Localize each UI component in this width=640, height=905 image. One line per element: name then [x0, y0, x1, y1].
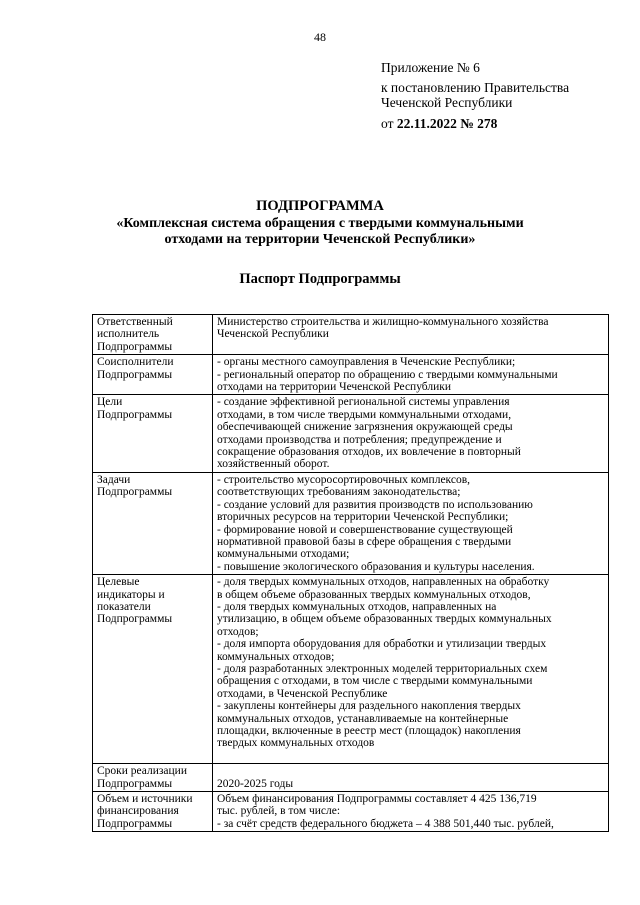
passport-row	[93, 472, 609, 574]
passport-label-line: Объем и источники	[97, 793, 193, 806]
passport-table	[92, 314, 609, 832]
passport-row-label	[93, 472, 213, 574]
passport-value-line: - органы местного самоуправления в Чеченские Республики;	[217, 356, 516, 369]
passport-value-line: - закуплены контейнеры для раздельного накопления твердых	[217, 700, 521, 713]
passport-value-line: обращения с отходами, в том числе с твердыми коммунальными	[217, 675, 533, 688]
page-number: 48	[314, 30, 326, 44]
passport-row-label	[93, 792, 213, 832]
passport-value-line: утилизацию, в общем объеме образованных твердых коммунальных	[217, 613, 552, 626]
passport-value-line: площадки, включенные в реестр мест (площадок) накопления	[217, 725, 521, 737]
passport-value-line: - формирование новой и совершенствование существующей	[217, 523, 513, 536]
passport-label-line: Задачи	[97, 473, 131, 486]
passport-value-line: тыс. рублей, в том числе:	[217, 805, 341, 818]
passport-row-label	[93, 575, 213, 764]
passport-row	[93, 395, 609, 472]
passport-value-line: отходами производства и потребления; предупреждение и	[217, 433, 502, 446]
passport-value-line: нормативной правовой базы в сфере обращения с твердыми	[217, 535, 512, 548]
passport-value-line: сокращение образования отходов, их вовлечение в повторный	[217, 446, 521, 459]
appendix-line-1: к постановлению Правительства	[381, 80, 570, 95]
passport-value-line: коммунальных отходов;	[217, 650, 335, 663]
subprogram-name-line-1: «Комплексная система обращения с твердыми коммунальными	[116, 216, 524, 231]
subprogram-heading: ПОДПРОГРАММА	[256, 198, 384, 214]
passport-value-line: - доля твердых коммунальных отходов, направленных на обработку	[217, 576, 550, 589]
appendix-date-value: 22.11.2022 № 278	[396, 116, 498, 131]
passport-row-label	[93, 395, 213, 472]
subprogram-name	[0, 216, 640, 248]
passport-row-value	[213, 315, 609, 355]
passport-value-line: вторичных ресурсов на территории Чеченской Республики;	[217, 511, 509, 524]
passport-table-body	[93, 315, 609, 832]
passport-label-line: исполнитель	[97, 328, 160, 341]
passport-value-line: отходов;	[217, 625, 259, 638]
passport-value-line: обеспечивающей снижение загрязнения окружающей среды	[217, 421, 513, 434]
passport-row-value	[213, 575, 609, 764]
passport-row	[93, 764, 609, 792]
passport-row-value	[213, 395, 609, 472]
passport-label-line: Сроки реализации	[97, 765, 187, 778]
passport-label-line: Подпрограммы	[97, 613, 173, 626]
passport-value-line: 2020-2025 годы	[217, 777, 294, 790]
passport-heading: Паспорт Подпрограммы	[239, 271, 401, 287]
passport-label-line: Подпрограммы	[97, 340, 173, 353]
passport-label-line: индикаторы и	[97, 588, 165, 601]
passport-label-line: Подпрограммы	[97, 777, 173, 790]
passport-row	[93, 355, 609, 395]
passport-value-line: - за счёт средств федерального бюджета – 4 388 501,440 тыс. рублей,	[217, 817, 554, 830]
passport-label-line: Соисполнители	[97, 356, 174, 369]
passport-value-line: - доля импорта оборудования для обработки и утилизации твердых	[217, 638, 547, 651]
appendix-line-2: Чеченской Республики	[381, 95, 513, 110]
passport-value-line: в общем объеме образованных твердых коммунальных отходов,	[217, 588, 531, 601]
passport-value-line: - строительство мусоросортировочных комплексов,	[217, 473, 471, 486]
passport-row-label	[93, 764, 213, 792]
passport-value-line: соответствующих требованиям законодательства;	[217, 486, 461, 499]
passport-value-line: - доля твердых коммунальных отходов, направленных на	[217, 600, 497, 613]
subprogram-name-line-2: отходами на территории Чеченской Республики»	[164, 232, 476, 247]
passport-row-label	[93, 315, 213, 355]
passport-row	[93, 575, 609, 764]
passport-value-line: коммунальных отходов, устанавливаемые на контейнерные	[217, 712, 509, 725]
appendix-date	[381, 116, 631, 131]
passport-label-line: показатели	[97, 600, 151, 613]
passport-value-line: твердых коммунальных отходов	[217, 737, 375, 750]
passport-row-value	[213, 472, 609, 574]
passport-value-line: - доля разработанных электронных моделей территориальных схем	[217, 662, 548, 675]
passport-value-line: Министерство строительства и жилищно-коммунального хозяйства	[217, 316, 549, 328]
passport-row-value	[213, 355, 609, 395]
passport-value-line: Объем финансирования Подпрограммы составляет 4 425 136,719	[217, 793, 537, 806]
appendix-date-prefix: от	[381, 116, 394, 131]
passport-value-line: хозяйственный оборот.	[217, 458, 330, 471]
passport-value-line: - региональный оператор по обращению с твердыми коммунальными	[217, 368, 558, 381]
passport-value-line: - создание условий для развития производств по использованию	[217, 498, 533, 511]
appendix-title: Приложение № 6	[381, 60, 480, 75]
passport-label-line: Подпрограммы	[97, 408, 173, 421]
passport-row-label	[93, 355, 213, 395]
passport-label-line: Подпрограммы	[97, 368, 173, 381]
passport-label-line: Подпрограммы	[97, 486, 173, 499]
passport-value-line: отходами, в том числе твердыми коммунальными отходами,	[217, 408, 512, 421]
passport-row-value	[213, 792, 609, 832]
passport-blank-line	[217, 750, 605, 762]
passport-value-line: - создание эффективной региональной системы управления	[217, 396, 510, 409]
passport-value-line: Чеченской Республики	[217, 328, 329, 341]
passport-label-line: Ответственный	[97, 316, 173, 328]
passport-row	[93, 792, 609, 832]
passport-row	[93, 315, 609, 355]
passport-row-value	[213, 764, 609, 792]
passport-value-line	[217, 765, 605, 777]
passport-label-line: Цели	[97, 396, 123, 409]
appendix-block	[381, 60, 631, 131]
passport-value-line: отходами, в Чеченской Республике	[217, 687, 388, 700]
passport-value-line: - повышение экологического образования и культуры населения.	[217, 560, 535, 573]
passport-label-line: финансирования	[97, 805, 179, 818]
passport-value-line: отходами на территории Чеченской Республики	[217, 381, 452, 394]
passport-label-line: Подпрограммы	[97, 817, 173, 830]
passport-label-line: Целевые	[97, 576, 140, 589]
passport-value-line: коммунальными отходами;	[217, 548, 350, 561]
